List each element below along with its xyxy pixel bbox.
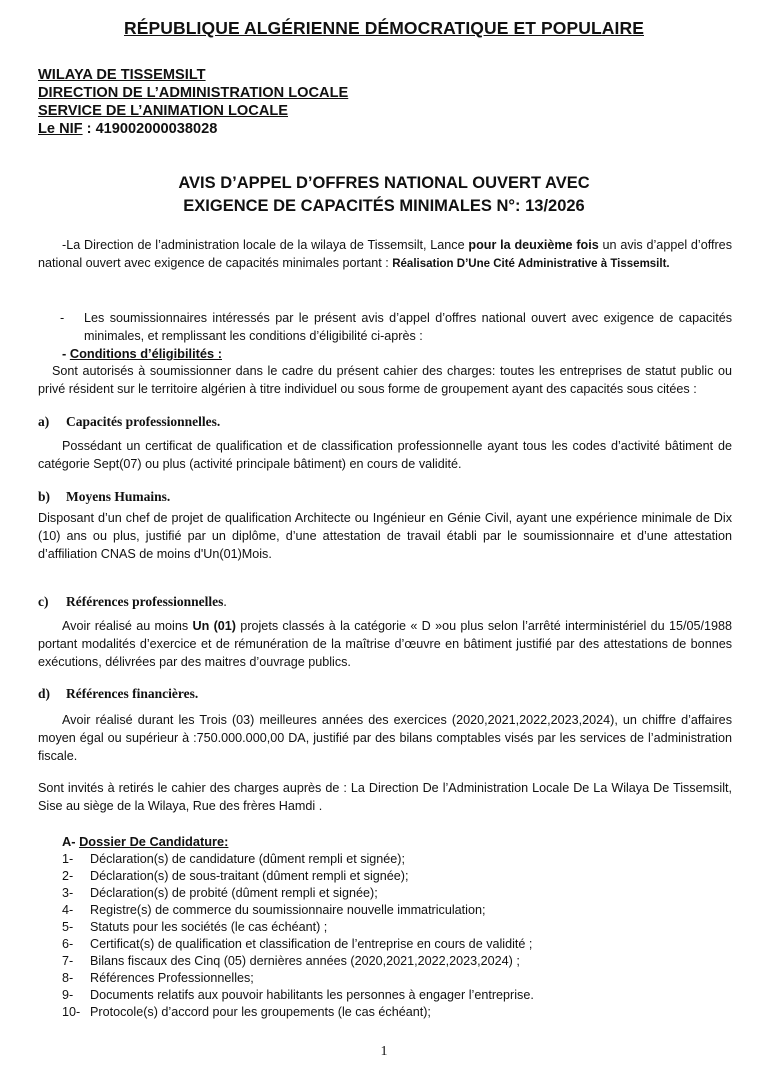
conditions-heading bbox=[62, 346, 222, 361]
bullet-text: Les soumissionnaires intéressés par le présent avis d’appel d’offres national ouvert avec exigence de capacités minimales, et remplissant les conditions d’éligibilité ci-après : bbox=[84, 311, 732, 343]
direction-line: DIRECTION DE L’ADMINISTRATION LOCALE bbox=[38, 85, 349, 101]
section-c-heading bbox=[38, 594, 227, 610]
section-c-label: c) bbox=[38, 594, 49, 609]
list-item-number: 6- bbox=[62, 937, 74, 951]
section-c-text-2: projets classés à la catégorie « D »ou plus selon l’arrêté interministériel du 15/05/1988 portant modalités d’exercice et de rémunération de la maîtrise d’œuvre en bâtiment justifié par des attestations de bonnes exécutions, délivrées par des maitres d’ouvrage publics. bbox=[38, 619, 732, 669]
section-c-text-1: Avoir réalisé au moins bbox=[62, 619, 193, 633]
notice-title-line2: EXIGENCE DE CAPACITÉS MINIMALES N°: 13/2026 bbox=[183, 197, 585, 215]
project-name: Réalisation D’Une Cité Administrative à Tissemsilt. bbox=[392, 258, 670, 270]
list-item-number: 9- bbox=[62, 988, 74, 1002]
list-item bbox=[62, 1004, 722, 1021]
wilaya-line: WILAYA DE TISSEMSILT bbox=[38, 67, 206, 83]
section-d-text: Avoir réalisé durant les Trois (03) meilleures années des exercices (2020,2021,2022,2023,2024), un chiffre d’affaires moyen égal ou supérieur à :750.000.000,00 DA, justifié par des bilans comptables visés par les services de l’administration fiscale. bbox=[38, 713, 732, 763]
bidders-bullet bbox=[60, 309, 732, 345]
conditions-prefix: - bbox=[62, 346, 70, 361]
section-c-bold: Un (01) bbox=[192, 619, 236, 633]
list-item-number: 1- bbox=[62, 852, 74, 866]
organization-block bbox=[38, 66, 348, 138]
section-c-text bbox=[38, 617, 732, 671]
list-item bbox=[62, 953, 722, 970]
country-header: RÉPUBLIQUE ALGÉRIENNE DÉMOCRATIQUE ET POPULAIRE bbox=[123, 18, 644, 38]
section-d-heading bbox=[38, 686, 198, 702]
service-line: SERVICE DE L’ANIMATION LOCALE bbox=[38, 103, 289, 119]
list-item-number: 3- bbox=[62, 886, 74, 900]
list-item-text: Statuts pour les sociétés (le cas échéant) ; bbox=[90, 920, 328, 934]
section-b-label: b) bbox=[38, 489, 51, 504]
section-a-title: Capacités professionnelles. bbox=[66, 414, 221, 429]
section-a-heading bbox=[38, 414, 220, 430]
section-a-text: Possédant un certificat de qualification et de classification professionnelle ayant tous les codes d’activité bâtiment de catégorie Sept(07) ou plus (activité principale bâtiment) en cours de validité. bbox=[38, 439, 732, 471]
section-b-text: Disposant d’un chef de projet de qualification Architecte ou Ingénieur en Génie Civil, ayant une expérience minimale de Dix (10) ans ou plus, justifié par un diplôme, d’une attestation de travail établi par le soumissionnaire et d’une attestation d’affiliation CNAS de moins d'Un(01)Mois. bbox=[38, 511, 732, 561]
intro-text-1: -La Direction de l’administration locale de la wilaya de Tissemsilt, Lance bbox=[62, 238, 469, 252]
invite-paragraph: Sont invités à retirés le cahier des charges auprès de : La Direction De l’Administration Locale De La Wilaya De Tissemsilt, Sise au siège de la Wilaya, Rue des frères Hamdi . bbox=[38, 781, 732, 813]
section-c-title-end: . bbox=[223, 594, 227, 609]
list-item bbox=[62, 851, 722, 868]
section-a-label: a) bbox=[38, 414, 50, 429]
intro-text-2: un avis d’appel d’offres national ouvert avec exigence de capacités minimales portant : bbox=[38, 238, 732, 270]
list-item bbox=[62, 987, 722, 1004]
list-item bbox=[62, 902, 722, 919]
list-item-number: 4- bbox=[62, 903, 74, 917]
nif-value: : 419002000038028 bbox=[82, 121, 218, 137]
list-item bbox=[62, 919, 722, 936]
section-d-label: d) bbox=[38, 686, 51, 701]
section-b-title: Moyens Humains. bbox=[66, 489, 171, 504]
section-d-title: Références financières. bbox=[66, 686, 199, 701]
dossier-heading bbox=[62, 834, 228, 849]
nif-label: Le NIF bbox=[38, 121, 83, 137]
page-number: 1 bbox=[380, 1044, 388, 1059]
nif-line bbox=[38, 120, 348, 138]
dossier-list bbox=[62, 851, 722, 1021]
list-item-number: 2- bbox=[62, 869, 74, 883]
list-item-text: Certificat(s) de qualification et classification de l’entreprise en cours de validité ; bbox=[90, 937, 533, 951]
list-item-text: Références Professionnelles; bbox=[90, 971, 254, 985]
conditions-heading-text: Conditions d’éligibilités : bbox=[69, 346, 222, 361]
list-item-text: Déclaration(s) de candidature (dûment rempli et signée); bbox=[90, 852, 405, 866]
list-item-text: Protocole(s) d’accord pour les groupements (le cas échéant); bbox=[90, 1005, 431, 1019]
list-item-text: Déclaration(s) de sous-traitant (dûment rempli et signée); bbox=[90, 869, 409, 883]
dossier-prefix: A- bbox=[62, 834, 80, 849]
list-item-number: 7- bbox=[62, 954, 74, 968]
list-item bbox=[62, 970, 722, 987]
conditions-paragraph bbox=[38, 362, 732, 398]
list-item bbox=[62, 868, 722, 885]
list-item-text: Registre(s) de commerce du soumissionnaire nouvelle immatriculation; bbox=[90, 903, 486, 917]
notice-title-line1: AVIS D’APPEL D’OFFRES NATIONAL OUVERT AVEC bbox=[178, 174, 590, 192]
section-c-title: Références professionnelles bbox=[66, 594, 224, 609]
conditions-text: Sont autorisés à soumissionner dans le cadre du présent cahier des charges: toutes les entreprises de statut public ou privé résident sur le territoire algérien à titre individuel ou sous forme de groupement ayant des capacités sous citées : bbox=[38, 364, 732, 396]
list-item-number: 8- bbox=[62, 971, 74, 985]
intro-paragraph bbox=[38, 236, 732, 273]
intro-bold-1: pour la deuxième fois bbox=[468, 238, 599, 252]
section-b-heading bbox=[38, 489, 170, 505]
list-item-number: 10- bbox=[62, 1005, 81, 1019]
list-item-number: 5- bbox=[62, 920, 74, 934]
list-item-text: Déclaration(s) de probité (dûment rempli et signée); bbox=[90, 886, 378, 900]
list-item bbox=[62, 936, 722, 953]
list-item bbox=[62, 885, 722, 902]
list-item-text: Documents relatifs aux pouvoir habilitants les personnes à engager l’entreprise. bbox=[90, 988, 534, 1002]
bullet-dash: - bbox=[60, 311, 65, 325]
list-item-text: Bilans fiscaux des Cinq (05) dernières années (2020,2021,2022,2023,2024) ; bbox=[90, 954, 520, 968]
dossier-heading-text: Dossier De Candidature: bbox=[79, 834, 229, 849]
